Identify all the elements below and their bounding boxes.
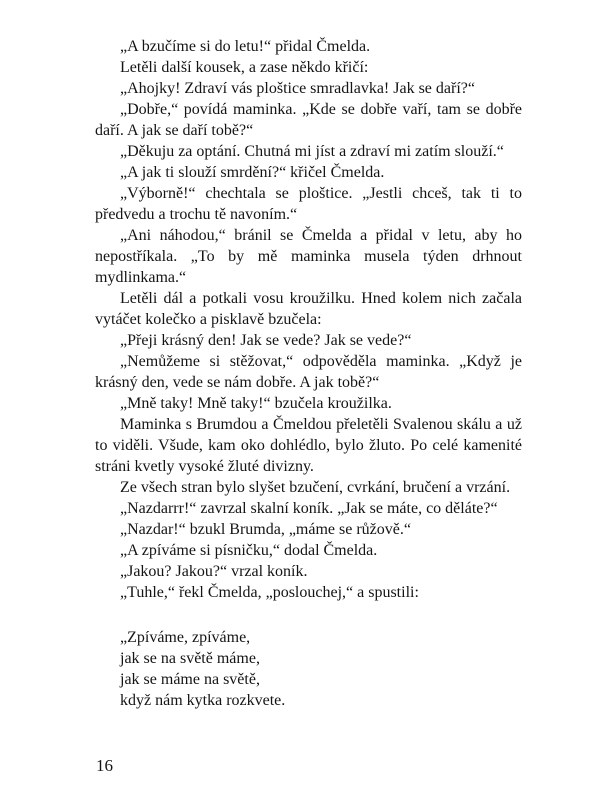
paragraph: „Nazdarrr!“ zavrzal skalní koník. „Jak se máte, co děláte?“ [120,500,498,517]
paragraph: „Mně taky! Mně taky!“ bzučela kroužilka. [120,395,392,412]
verse-line: „Zpíváme, zpíváme, [120,629,251,646]
paragraph: „Tuhle,“ řekl Čmelda, „poslouchej,“ a spustili: [120,584,419,601]
paragraph: „A bzučíme si do letu!“ přidal Čmelda. [120,38,371,55]
paragraph: „A jak ti slouží smrdění?“ křičel Čmelda. [120,164,385,181]
paragraph: „Ahojky! Zdraví vás ploštice smradlavka! Jak se daří?“ [120,80,475,97]
paragraph: „A zpíváme si písničku,“ dodal Čmelda. [120,542,378,559]
verse-block [95,627,522,711]
paragraph: „Dobře,“ povídá maminka. „Kde se dobře vaří, tam se dobře daří. A jak se daří tobě?“ [95,101,522,139]
paragraph: „Nazdar!“ bzukl Brumda, „máme se růžově.“ [120,521,411,538]
paragraph: „Nemůžeme si stěžovat,“ odpověděla maminka. „Když je krásný den, vede se nám dobře. A jak tobě?“ [95,353,522,391]
paragraph: „Přeji krásný den! Jak se vede? Jak se vede?“ [120,332,412,349]
paragraph: „Výborně!“ chechtala se ploštice. „Jestli chceš, tak ti to předvedu a trochu tě navoním.“ [95,185,522,223]
paragraph: Letěli další kousek, a zase někdo křičí: [120,59,369,76]
page-text [95,36,522,711]
verse-line: jak se máme na světě, [120,671,260,688]
paragraph: Ze všech stran bylo slyšet bzučení, cvrkání, bručení a vrzání. [120,479,511,496]
paragraph: Maminka s Brumdou a Čmeldou přeletěli Svalenou skálu a už to viděli. Všude, kam oko dohlédlo, bylo žluto. Po celé kamenité stráni kvetly vysoké žluté divizny. [95,416,522,475]
page-number: 16 [96,756,113,775]
paragraph: „Děkuju za optání. Chutná mi jíst a zdraví mi zatím slouží.“ [120,143,504,160]
verse-line: když nám kytka rozkvete. [120,692,286,709]
paragraph: „Jakou? Jakou?“ vrzal koník. [120,563,308,580]
paragraph: „Ani náhodou,“ bránil se Čmelda a přidal v letu, aby ho nepostříkala. „To by mě maminka musela týden drhnout mydlinkama.“ [95,227,522,286]
verse-line: jak se na světě máme, [120,650,260,667]
paragraph: Letěli dál a potkali vosu kroužilku. Hned kolem nich začala vytáčet kolečko a pisklavě bzučela: [95,290,522,328]
